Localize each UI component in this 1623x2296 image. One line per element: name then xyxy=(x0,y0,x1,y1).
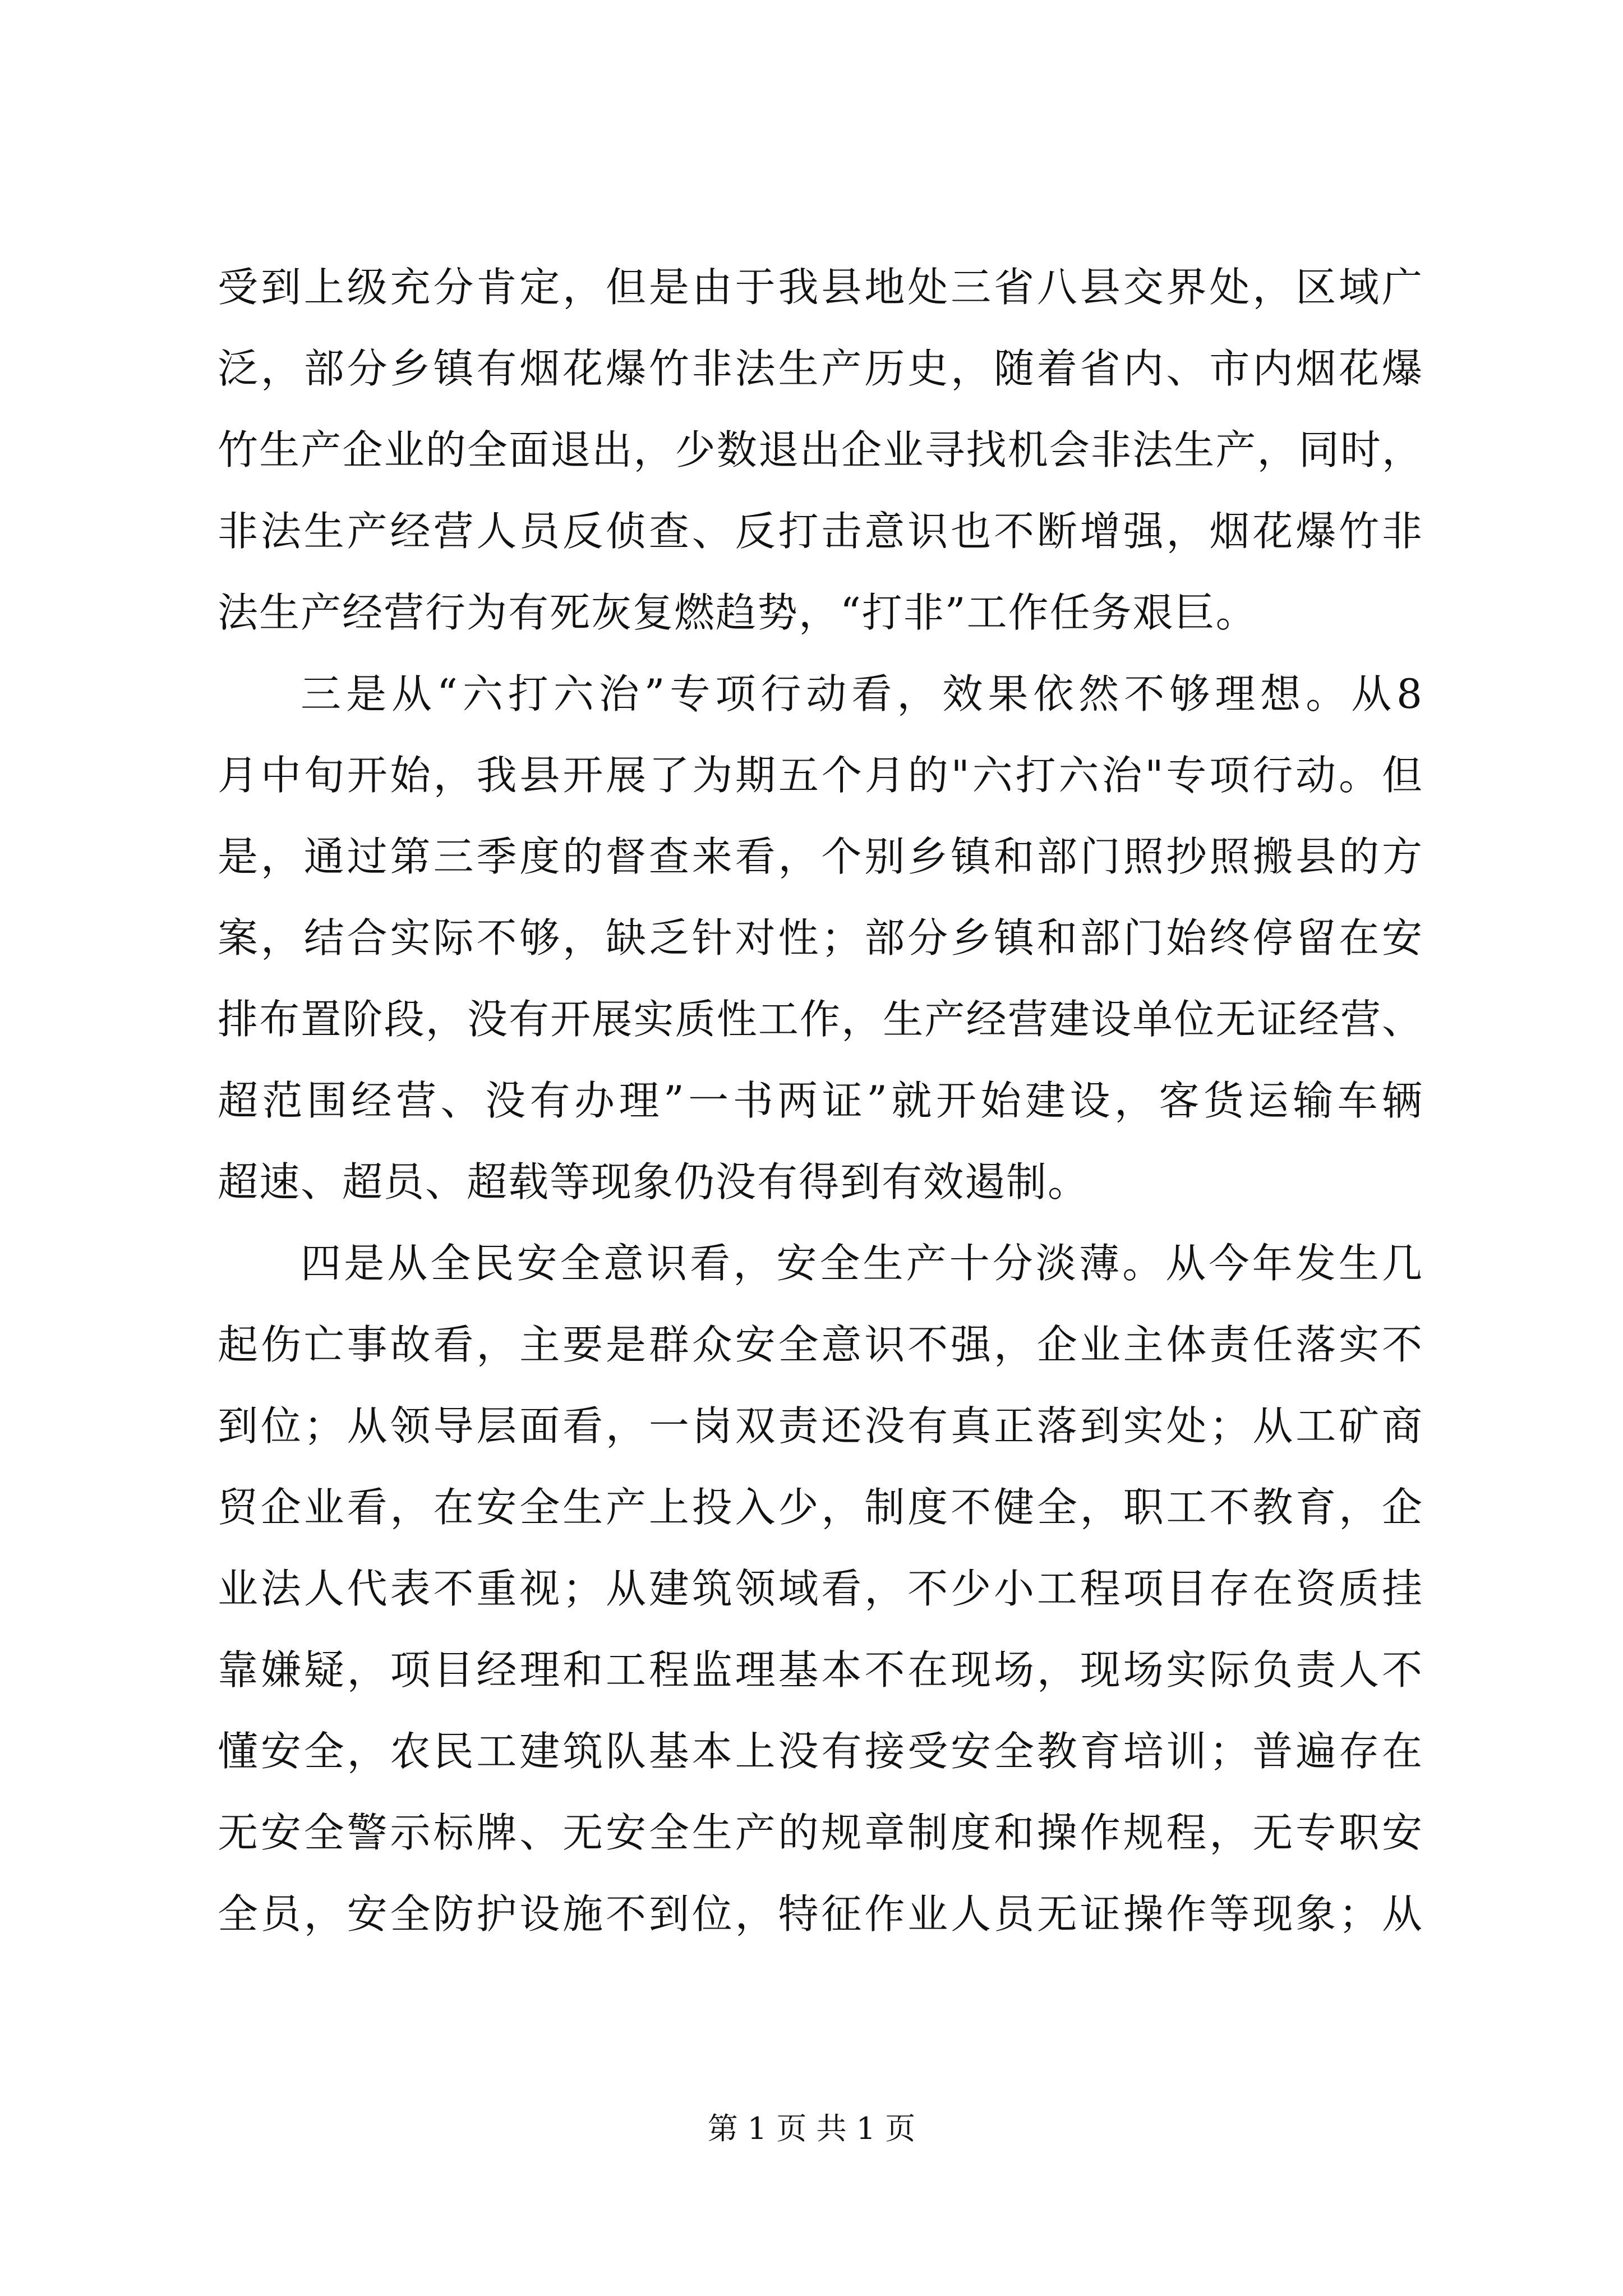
text-line: 贸企业看，在安全生产上投入少，制度不健全，职工不教育，企 xyxy=(218,1484,1423,1531)
text-line: 靠嫌疑，项目经理和工程监理基本不在现场，现场实际负责人不 xyxy=(218,1646,1423,1694)
text-line: 超范围经营、没有办理”一书两证”就开始建设，客货运输车辆 xyxy=(218,1077,1423,1124)
text-line: 是，通过第三季度的督查来看，个别乡镇和部门照抄照搬县的方 xyxy=(218,833,1423,880)
text-line: 业法人代表不重视；从建筑领域看，不少小工程项目存在资质挂 xyxy=(218,1565,1423,1612)
text-line: 月中旬开始，我县开展了为期五个月的"六打六治"专项行动。但 xyxy=(218,752,1423,799)
paragraph-1 xyxy=(218,247,1423,654)
document-body xyxy=(218,247,1423,1955)
text-line: 案，结合实际不够，缺乏针对性；部分乡镇和部门始终停留在安 xyxy=(218,914,1423,961)
text-line: 受到上级充分肯定，但是由于我县地处三省八县交界处，区域广 xyxy=(218,264,1423,311)
text-line: 三是从“六打六治”专项行动看，效果依然不够理想。从8 xyxy=(301,670,1423,717)
paragraph-3 xyxy=(218,1223,1423,1955)
text-line: 懂安全，农民工建筑队基本上没有接受安全教育培训；普遍存在 xyxy=(218,1728,1423,1775)
page-footer xyxy=(0,2109,1623,2148)
text-line: 全员，安全防护设施不到位，特征作业人员无证操作等现象；从 xyxy=(218,1890,1423,1938)
text-line: 泛，部分乡镇有烟花爆竹非法生产历史，随着省内、市内烟花爆 xyxy=(218,345,1423,392)
text-line: 超速、超员、超载等现象仍没有得到有效遏制。 xyxy=(218,1158,1090,1205)
paragraph-2 xyxy=(218,654,1423,1223)
text-line: 四是从全民安全意识看，安全生产十分淡薄。从今年发生几 xyxy=(301,1240,1423,1287)
text-line: 排布置阶段，没有开展实质性工作，生产经营建设单位无证经营、 xyxy=(218,996,1423,1043)
text-line: 非法生产经营人员反侦查、反打击意识也不断增强，烟花爆竹非 xyxy=(218,508,1423,555)
page-number-label: 第 1 页 共 1 页 xyxy=(707,2111,916,2146)
text-line: 法生产经营行为有死灰复燃趋势，“打非”工作任务艰巨。 xyxy=(218,589,1257,636)
text-line: 起伤亡事故看，主要是群众安全意识不强，企业主体责任落实不 xyxy=(218,1321,1423,1368)
text-line: 竹生产企业的全面退出，少数退出企业寻找机会非法生产，同时， xyxy=(218,426,1423,473)
text-line: 到位；从领导层面看，一岗双责还没有真正落到实处；从工矿商 xyxy=(218,1402,1423,1450)
text-line: 无安全警示标牌、无安全生产的规章制度和操作规程，无专职安 xyxy=(218,1809,1423,1856)
